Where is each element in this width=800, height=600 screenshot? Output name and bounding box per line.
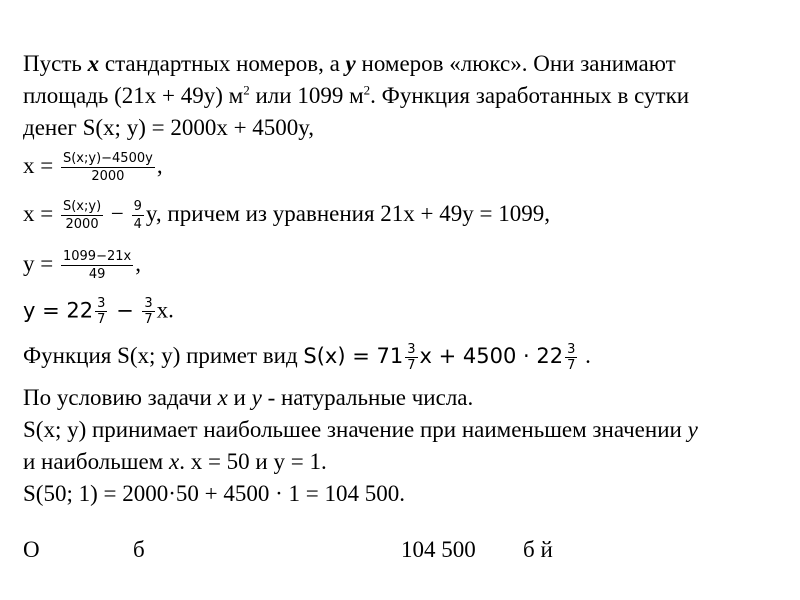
text: номеров «люкс». Они занимают [355,51,676,76]
cut-off-line [23,532,623,562]
text-line-9 [23,384,473,412]
fraction [142,296,154,327]
text-line-3 [23,114,314,142]
superscript: 2 [243,82,250,98]
fraction [565,342,577,373]
text: , [156,152,163,178]
text: . Функция заработанных в сутки [370,83,690,108]
fraction [61,150,155,185]
formula-x-1 [23,150,163,185]
var-x: x [168,449,180,474]
text-fragment: О [23,537,40,562]
text: площадь (21x + 49y) м [23,83,244,108]
fraction [132,198,144,233]
denominator: 7 [407,358,416,374]
text: стандартных номеров, а [99,51,346,76]
lhs: y = [23,250,59,276]
fraction [61,198,103,233]
text: x. [156,297,174,323]
numerator: 1099−21x [62,249,132,264]
fraction [405,342,417,373]
formula-function [23,342,591,373]
numerator: 3 [567,342,576,358]
superscript: 2 [363,82,371,98]
lhs: x = [23,200,59,226]
text-line-11 [23,448,327,476]
lhs: x = [23,152,59,178]
numerator: 3 [144,296,153,311]
var-y: y [251,385,262,410]
denominator: 7 [567,358,576,374]
denominator: 2000 [65,217,99,232]
text-fragment: 104 500 [401,537,476,562]
text: S(x; y) принимает наибольшее значение при наименьшем значении [23,417,688,442]
numerator: S(x;y) [62,199,102,214]
text: . [579,343,591,368]
numerator: 3 [97,296,106,311]
text: Функция S(x; y) примет вид [23,343,304,368]
expression: x + 4500 · 22 [419,344,564,368]
formula-x-2 [23,198,550,233]
var-y: y [687,417,698,442]
operator: − [105,200,130,226]
text: По условию задачи [23,385,218,410]
formula-y-2 [23,296,174,327]
denominator: 4 [133,217,142,232]
var-y: y [345,51,356,76]
var-x: x [217,385,228,410]
text: Пусть [23,51,88,76]
var-x: x [87,51,100,76]
text-line-12 [23,480,405,508]
formula-y-1 [23,248,141,283]
text: S(50; 1) = 2000·50 + 4500 · 1 = 104 500. [23,481,405,506]
text: . x = 50 и y = 1. [179,449,327,474]
text: y, причем из уравнения 21x + 49y = 1099, [145,200,550,226]
text-line-10 [23,416,698,444]
numerator: S(x;y)−4500y [62,151,153,166]
text: - натуральные числа. [261,385,474,410]
numerator: 3 [407,342,416,358]
fraction [61,248,133,283]
text: и наибольшем [23,449,169,474]
text: и [227,385,252,410]
text: или 1099 м [249,83,364,108]
denominator: 7 [144,312,153,327]
operator: − [109,298,141,323]
text: денег S(x; y) = 2000x + 4500y, [23,115,315,140]
denominator: 7 [97,312,106,327]
text: , [135,250,141,276]
denominator: 49 [88,267,106,282]
numerator: 9 [133,199,142,214]
expression: S(x) = 71 [303,344,404,368]
lhs: y = 22 [23,298,94,323]
text-line-1 [23,50,676,78]
text-line-2 [23,82,689,110]
text-fragment: б [133,537,145,562]
denominator: 2000 [91,169,125,184]
fraction [95,296,107,327]
text-fragment: б й [523,537,553,562]
